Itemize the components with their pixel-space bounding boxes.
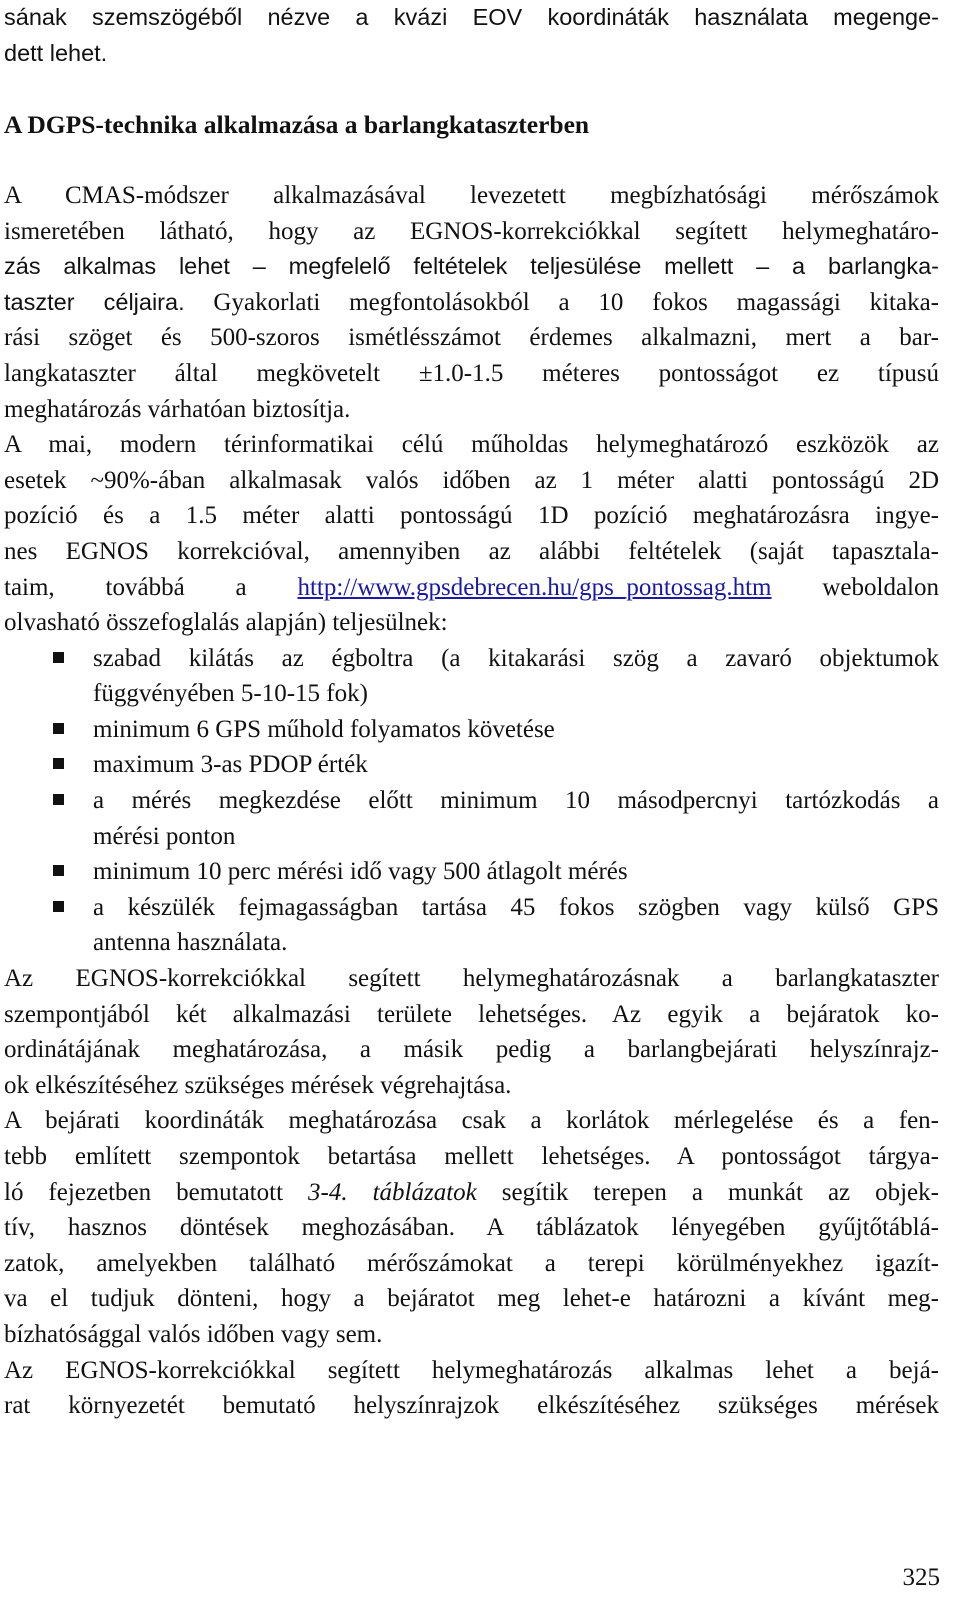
text-line: langkataszter által megkövetelt ±1.0-1.5 méteres pontosságot ez típusú <box>4 359 939 387</box>
text-line: zatok, amelyekben található mérőszámokat a terepi körülményekhez igazít- <box>4 1249 939 1277</box>
text-line: minimum 10 perc mérési idő vagy 500 átlagolt mérés <box>93 858 628 886</box>
text-span: weboldalon <box>771 573 940 601</box>
text-line: a készülék fejmagasságban tartása 45 fokos szögben vagy külső GPS <box>93 893 939 921</box>
text-line: A CMAS-módszer alkalmazásával levezetett megbízhatósági mérőszámok <box>4 181 939 209</box>
text-line: rási szöget és 500-szoros ismétlésszámot érdemes alkalmazni, mert a bar- <box>4 324 939 352</box>
text-line <box>4 570 939 606</box>
text-line: A bejárati koordináták meghatározása csak a korlátok mérlegelése és a fen- <box>4 1107 939 1135</box>
text-line: zás alkalmas lehet – megfelelő feltételek teljesülése mellett – a barlangka- <box>4 253 939 280</box>
text-line: függvényében 5-10-15 fok) <box>93 680 368 708</box>
list-item <box>4 783 939 854</box>
list-item <box>4 712 939 748</box>
section-heading: A DGPS-technika alkalmazása a barlangkataszterben <box>4 109 590 139</box>
bullet-square-icon <box>53 652 64 663</box>
text-line: a mérés megkezdése előtt minimum 10 másodpercnyi tartózkodás a <box>93 787 939 815</box>
bullet-square-icon <box>53 794 64 805</box>
text-line: A mai, modern térinformatikai célú műholdas helymeghatározó eszközök az <box>4 431 939 459</box>
list-item <box>4 890 939 961</box>
text-span: ló fejezetben bemutatott <box>4 1178 309 1206</box>
text-span: taim, továbbá a <box>4 573 298 601</box>
list-item <box>4 854 939 890</box>
paragraph-5 <box>4 1353 939 1424</box>
text-line: szabad kilátás az égboltra (a kitakarási szög a zavaró objektumok <box>93 644 939 672</box>
text-line: pozíció és a 1.5 méter alatti pontosságú 1D pozíció meghatározásra ingye- <box>4 502 939 530</box>
text-line: esetek ~90%-ában alkalmasak valós időben az 1 méter alatti pontosságú 2D <box>4 466 939 494</box>
paragraph-3 <box>4 961 939 1103</box>
text-line <box>4 285 939 321</box>
text-line: tebb említett szempontok betartása mellett lehetséges. A pontosságot tárgya- <box>4 1143 939 1170</box>
text-span: Gyakorlati megfontolásokból a 10 fokos magassági kitaka- <box>184 288 940 316</box>
paragraph-2 <box>4 427 939 641</box>
text-span: taszter céljaira. <box>4 288 185 315</box>
text-line: ismeretében látható, hogy az EGNOS-korrekciókkal segített helymeghatáro- <box>4 217 939 245</box>
text-line: minimum 6 GPS műhold folyamatos követése <box>93 715 555 743</box>
list-item <box>4 641 939 712</box>
list-item <box>4 747 939 783</box>
text-line: rat környezetét bemutató helyszínrajzok elkészítéséhez szükséges mérések <box>4 1392 939 1420</box>
text-line: bízhatósággal valós időben vagy sem. <box>4 1320 383 1348</box>
text-line <box>4 1175 939 1211</box>
text-line: ordinátájának meghatározása, a másik pedig a barlangbejárati helyszínrajz- <box>4 1036 939 1064</box>
bullet-square-icon <box>53 865 64 876</box>
text-line: szempontjából két alkalmazási területe lehetséges. Az egyik a bejáratok ko- <box>4 1000 939 1028</box>
text-line: olvasható összefoglalás alapján) teljesülnek: <box>4 609 448 637</box>
bullet-square-icon <box>53 723 64 734</box>
text-line: meghatározás várhatóan biztosítja. <box>4 395 351 423</box>
text-line: nes EGNOS korrekcióval, amennyiben az alábbi feltételek (saját tapasztala- <box>4 537 939 565</box>
text-line: antenna használata. <box>93 929 288 957</box>
text-line: tív, hasznos döntések meghozásában. A táblázatok lényegében gyűjtőtáblá- <box>4 1214 939 1242</box>
text-span: segítik terepen a munkát az objek- <box>476 1178 939 1206</box>
bullet-square-icon <box>53 901 64 912</box>
bullet-square-icon <box>53 758 64 769</box>
document-page <box>4 0 939 1424</box>
text-line: va el tudjuk dönteni, hogy a bejáratot meg lehet-e határozni a kívánt meg- <box>4 1285 939 1313</box>
text-line: Az EGNOS-korrekciókkal segített helymeghatározás alkalmas lehet a bejá- <box>4 1356 939 1384</box>
text-line: sának szemszögéből nézve a kvázi EOV koordináták használata megenge- <box>4 4 939 30</box>
gps-pontossag-link[interactable]: http://www.gpsdebrecen.hu/gps_pontossag.htm <box>297 573 772 601</box>
text-line: maximum 3-as PDOP érték <box>93 751 368 779</box>
text-line: Az EGNOS-korrekciókkal segített helymeghatározásnak a barlangkataszter <box>4 965 939 993</box>
page-number: 325 <box>902 1564 940 1591</box>
table-reference: 3-4. táblázatok <box>308 1178 477 1206</box>
text-line: mérési ponton <box>93 822 236 850</box>
text-line: ok elkészítéséhez szükséges mérések végrehajtása. <box>4 1071 512 1099</box>
paragraph-4 <box>4 1103 939 1352</box>
paragraph-1 <box>4 178 939 427</box>
text-line: dett lehet. <box>4 39 108 66</box>
conditions-list <box>4 641 939 961</box>
